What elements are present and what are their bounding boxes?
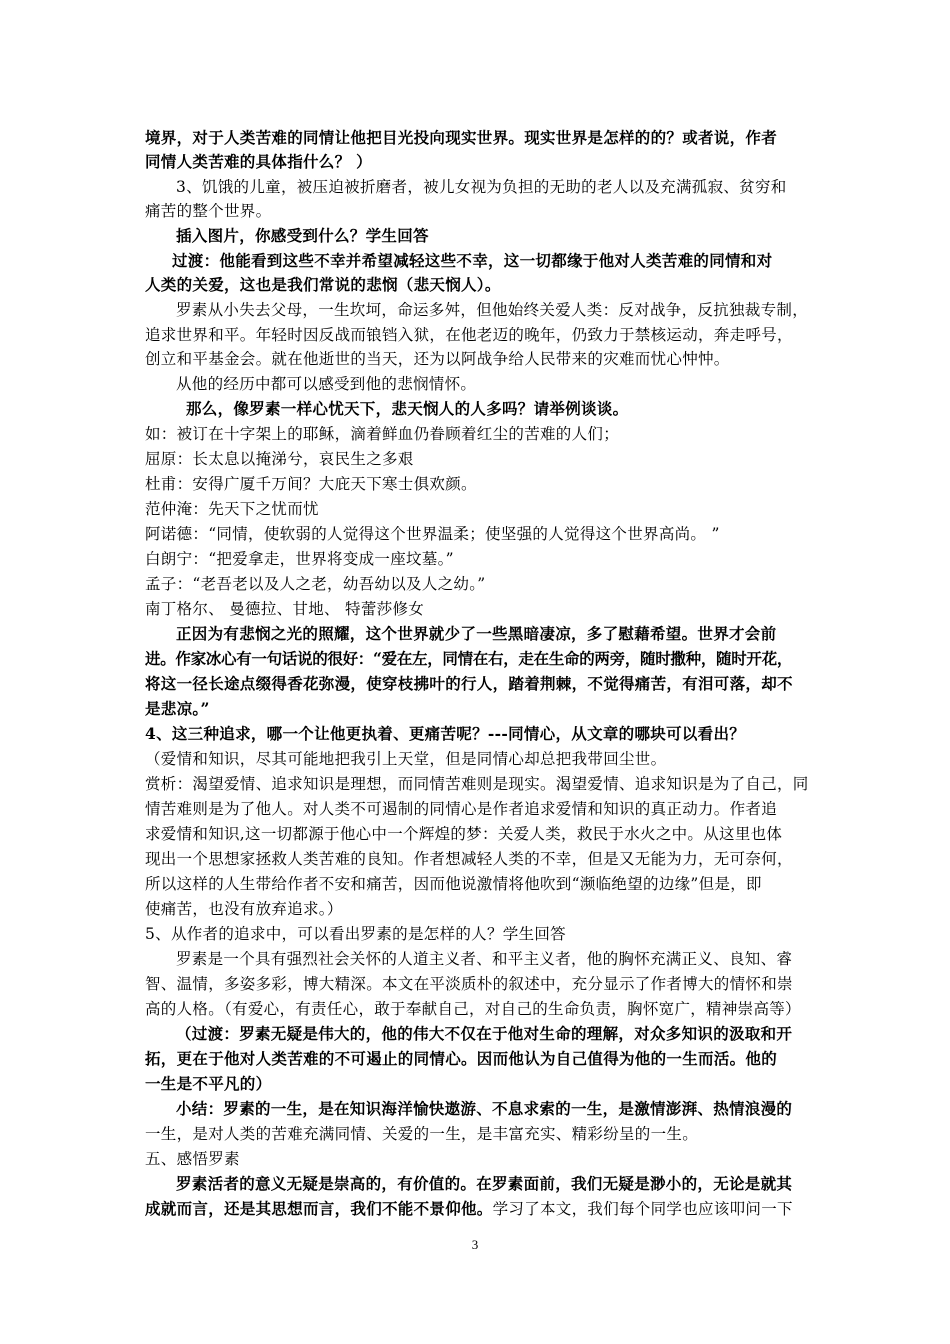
text-line: 进。作家冰心有一句话说的很好：“爱在左，同情在右，走在生命的两旁，随时撒种，随时开花， bbox=[145, 649, 793, 668]
text-line: （爱情和知识，尽其可能地把我引上天堂，但是同情心却总把我带回尘世。 bbox=[145, 750, 667, 768]
text-line: 智、温情，多姿多彩，博大精深。本文在平淡质朴的叙述中，充分显示了作者博大的情怀和崇 bbox=[145, 975, 793, 993]
text-line: 白朗宁：“把爱拿走，世界将变成一座坟墓。” bbox=[145, 550, 454, 568]
text-line: 孟子：“老吾老以及人之老，幼吾幼以及人之幼。” bbox=[145, 575, 486, 593]
text-line: 一生，是对人类的苦难充满同情、关爱的一生，是丰富充实、精彩纷呈的一生。 bbox=[145, 1125, 699, 1143]
bold-text: 成就而言，还是其思想而言，我们不能不景仰他。 bbox=[145, 1199, 493, 1218]
text-line: 范仲淹：先天下之忧而忧 bbox=[145, 500, 319, 518]
text-line: 4、这三种追求，哪一个让他更执着、更痛苦呢？---同情心，从文章的哪块可以看出？ bbox=[145, 724, 746, 743]
text-line: 插入图片，你感受到什么？学生回答 bbox=[176, 226, 429, 245]
regular-text: 学习了本文，我们每个同学也应该叩问一下 bbox=[492, 1200, 793, 1218]
text-line: 使痛苦，也没有放弃追求。） bbox=[145, 900, 343, 918]
text-line: 追求世界和平。年轻时因反战而锒铛入狱，在他老迈的晚年，仍致力于禁核运动，奔走呼号， bbox=[145, 326, 793, 344]
text-line: 创立和平基金会。就在他逝世的当天，还为以阿战争给人民带来的灾难而忧心忡忡。 bbox=[145, 350, 730, 368]
text-line: 现出一个思想家拯救人类苦难的良知。作者想减轻人类的不幸，但是又无能为力，无可奈何， bbox=[145, 850, 793, 868]
text-line: 人类的关爱，这也是我们常说的悲悯（悲天悯人）。 bbox=[145, 275, 501, 294]
text-line: 阿诺德：“同情，使软弱的人觉得这个世界温柔；使坚强的人觉得这个世界高尚。 ” bbox=[145, 525, 720, 543]
text-line: 那么，像罗素一样心忧天下，悲天悯人的人多吗？请举例谈谈。 bbox=[186, 399, 629, 418]
text-line: 正因为有悲悯之光的照耀，这个世界就少了一些黑暗凄凉，多了慰藉希望。世界才会前 bbox=[176, 624, 777, 643]
text-line: 五、感悟罗素 bbox=[145, 1150, 240, 1168]
text-line: 杜甫：安得广厦千万间？大庇天下寒士俱欢颜。 bbox=[145, 475, 477, 493]
text-line: 过渡：他能看到这些不幸并希望减轻这些不幸，这一切都缘于他对人类苦难的同情和对 bbox=[172, 251, 773, 270]
summary-label: 小结：罗素的一生，是在知识海洋愉快遨游、不息求索的一生，是激情澎湃、热情浪漫的 bbox=[176, 1099, 793, 1118]
text-line: 所以这样的人生带给作者不安和痛苦，因而他说激情将他吹到“濒临绝望的边缘”但是，即 bbox=[145, 875, 762, 893]
text-line: 5、从作者的追求中，可以看出罗素的是怎样的人？学生回答 bbox=[145, 925, 566, 943]
text-line: 同情人类苦难的具体指什么？ ） bbox=[145, 152, 372, 171]
text-line: 如：被订在十字架上的耶稣，滴着鲜血仍眷顾着红尘的苦难的人们； bbox=[145, 425, 620, 443]
text-line: 赏析：渴望爱情、追求知识是理想，而同情苦难则是现实。渴望爱情、追求知识是为了自己，同 bbox=[145, 775, 809, 793]
text-line bbox=[145, 1197, 815, 1221]
text-line: 南丁格尔、 曼德拉、甘地、 特蕾莎修女 bbox=[145, 600, 425, 618]
text-line: 将这一径长途点缀得香花弥漫，使穿枝拂叶的行人，踏着荆棘，不觉得痛苦，有泪可落，却不 bbox=[145, 674, 793, 693]
text-line: 拓，更在于他对人类苦难的不可遏止的同情心。因而他认为自己值得为他的一生而活。他的 bbox=[145, 1049, 778, 1068]
text-line: 3、饥饿的儿童，被压迫被折磨者，被儿女视为负担的无助的老人以及充满孤寂、贫穷和 bbox=[176, 178, 787, 196]
page-number: 3 bbox=[471, 1237, 479, 1252]
text-line: 境界，对于人类苦难的同情让他把目光投向现实世界。现实世界是怎样的的？或者说，作者 bbox=[145, 128, 778, 147]
text-line: 屈原：长太息以掩涕兮，哀民生之多艰 bbox=[145, 450, 414, 468]
text-line: 罗素是一个具有强烈社会关怀的人道主义者、和平主义者，他的胸怀充满正义、良知、睿 bbox=[176, 950, 793, 968]
text-line: 高的人格。（有爱心，有责任心，敢于奉献自己，对自己的生命负责，胸怀宽广，精神崇高等） bbox=[145, 1000, 801, 1018]
text-line: 情苦难则是为了他人。对人类不可遏制的同情心是作者追求爱情和知识的真正动力。作者追 bbox=[145, 800, 778, 818]
text-line: （过渡：罗素无疑是伟大的，他的伟大不仅在于他对生命的理解，对众多知识的汲取和开 bbox=[176, 1024, 793, 1043]
text-line: 罗素从小失去父母，一生坎坷，命运多舛，但他始终关爱人类：反对战争，反抗独裁专制， bbox=[176, 301, 809, 319]
text-line: 从他的经历中都可以感受到他的悲悯情怀。 bbox=[176, 375, 477, 393]
text-line: 痛苦的整个世界。 bbox=[145, 202, 272, 220]
text-line: 一生是不平凡的） bbox=[145, 1074, 272, 1093]
text-line bbox=[176, 1097, 846, 1121]
text-line: 求爱情和知识,这一切都源于他心中一个辉煌的梦：关爱人类，救民于水火之中。从这里也体 bbox=[145, 825, 783, 843]
text-line: 罗素活者的意义无疑是崇高的，有价值的。在罗素面前，我们无疑是渺小的，无论是就其 bbox=[176, 1174, 793, 1193]
text-line: 是悲凉。” bbox=[145, 699, 210, 718]
